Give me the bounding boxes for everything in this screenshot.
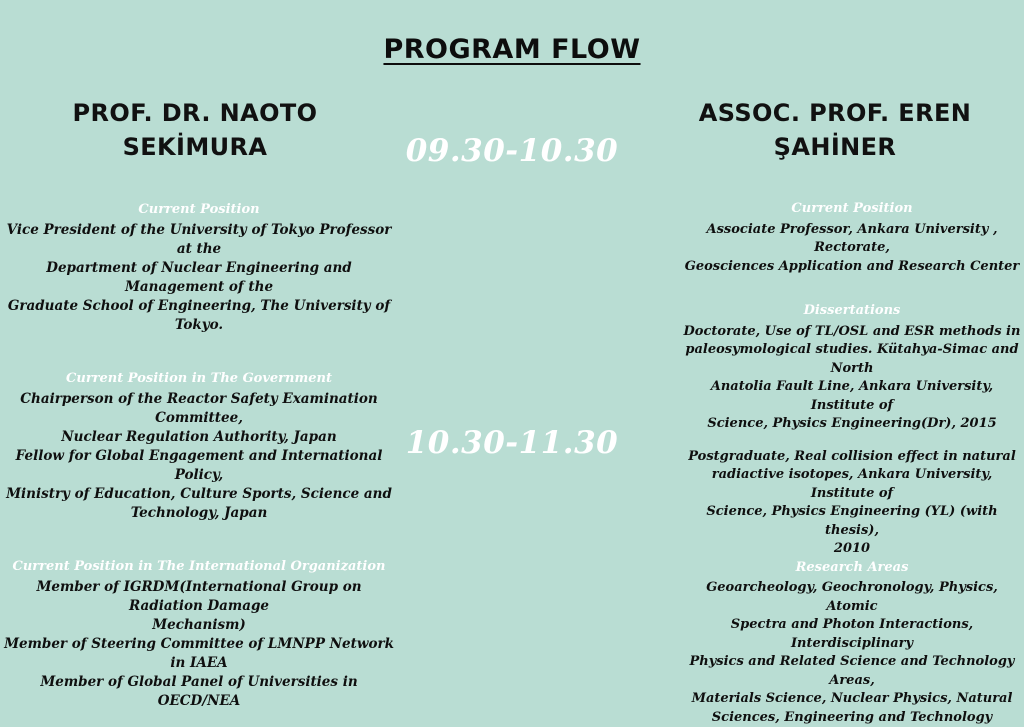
text-line: Postgraduate, Real collision effect in natural (680, 448, 1024, 467)
speaker-right-name-line2: ŞAHİNER (650, 130, 1020, 164)
left-section-government-body (0, 390, 398, 523)
text-line: Ministry of Education, Culture Sports, Science and (0, 485, 398, 504)
page-title: PROGRAM FLOW (0, 34, 1024, 65)
text-line: paleosymological studies. Kütahya-Simac and North (680, 341, 1024, 378)
text-line: Member of IGRDM(International Group on Radiation Damage (0, 578, 398, 616)
right-section-postgraduate (680, 448, 1024, 559)
left-section-current-position (0, 200, 398, 335)
speaker-left-name (10, 96, 380, 164)
spacer (680, 434, 1024, 448)
right-section-dissertations-body (680, 323, 1024, 434)
right-section-current-position (680, 200, 1024, 276)
text-line: Fellow for Global Engagement and International Policy, (0, 447, 398, 485)
text-line: Nuclear Regulation Authority, Japan (0, 428, 398, 447)
right-section-research-areas-heading: Research Areas (680, 559, 1024, 578)
right-section-research-areas (680, 559, 1024, 727)
text-line: Associate Professor, Ankara University , Rectorate, (680, 221, 1024, 258)
speaker-right-name-line1: ASSOC. PROF. EREN (650, 96, 1020, 130)
text-line: Materials Science, Nuclear Physics, Natural (680, 690, 1024, 709)
time-slot-2: 10.30-11.30 (382, 425, 642, 461)
speaker-left-name-line1: PROF. DR. NAOTO (10, 96, 380, 130)
text-line: Geoarcheology, Geochronology, Physics, Atomic (680, 579, 1024, 616)
text-line: Technology, Japan (0, 504, 398, 523)
right-section-research-areas-body (680, 579, 1024, 727)
spacer (0, 523, 398, 557)
text-line: Geosciences Application and Research Center (680, 258, 1024, 277)
text-line: Member of Steering Committee of LMNPP Network in IAEA (0, 635, 398, 673)
text-line: Department of Nuclear Engineering and Management of the (0, 259, 398, 297)
text-line: Physics and Related Science and Technology Areas, (680, 653, 1024, 690)
text-line: Spectra and Photon Interactions, Interdisciplinary (680, 616, 1024, 653)
speaker-left-bio (0, 200, 398, 711)
text-line: radiactive isotopes, Ankara University, Institute of (680, 466, 1024, 503)
text-line: Sciences, Engineering and Technology (680, 709, 1024, 727)
text-line: Doctorate, Use of TL/OSL and ESR methods in (680, 323, 1024, 342)
right-section-dissertations (680, 302, 1024, 434)
text-line: Science, Physics Engineering (YL) (with thesis), (680, 503, 1024, 540)
left-section-current-position-body (0, 221, 398, 335)
speaker-right-bio (680, 200, 1024, 727)
left-section-international-body (0, 578, 398, 711)
right-section-postgraduate-body (680, 448, 1024, 559)
speaker-left-name-line2: SEKİMURA (10, 130, 380, 164)
left-section-international (0, 557, 398, 711)
left-section-government-heading: Current Position in The Government (0, 369, 398, 388)
left-section-international-heading: Current Position in The International Organization (0, 557, 398, 576)
text-line: Vice President of the University of Tokyo Professor at the (0, 221, 398, 259)
text-line: Science, Physics Engineering(Dr), 2015 (680, 415, 1024, 434)
text-line: Mechanism) (0, 616, 398, 635)
text-line: Graduate School of Engineering, The University of Tokyo. (0, 297, 398, 335)
text-line: Member of Global Panel of Universities in OECD/NEA (0, 673, 398, 711)
spacer (0, 335, 398, 369)
text-line: Chairperson of the Reactor Safety Examination Committee, (0, 390, 398, 428)
text-line: Anatolia Fault Line, Ankara University, Institute of (680, 378, 1024, 415)
text-line: 2010 (680, 540, 1024, 559)
spacer (680, 276, 1024, 302)
right-section-current-position-heading: Current Position (680, 200, 1024, 219)
right-section-current-position-body (680, 221, 1024, 277)
speaker-right-name (650, 96, 1020, 164)
time-slot-1: 09.30-10.30 (382, 133, 642, 169)
left-section-government (0, 369, 398, 523)
right-section-dissertations-heading: Dissertations (680, 302, 1024, 321)
left-section-current-position-heading: Current Position (0, 200, 398, 219)
